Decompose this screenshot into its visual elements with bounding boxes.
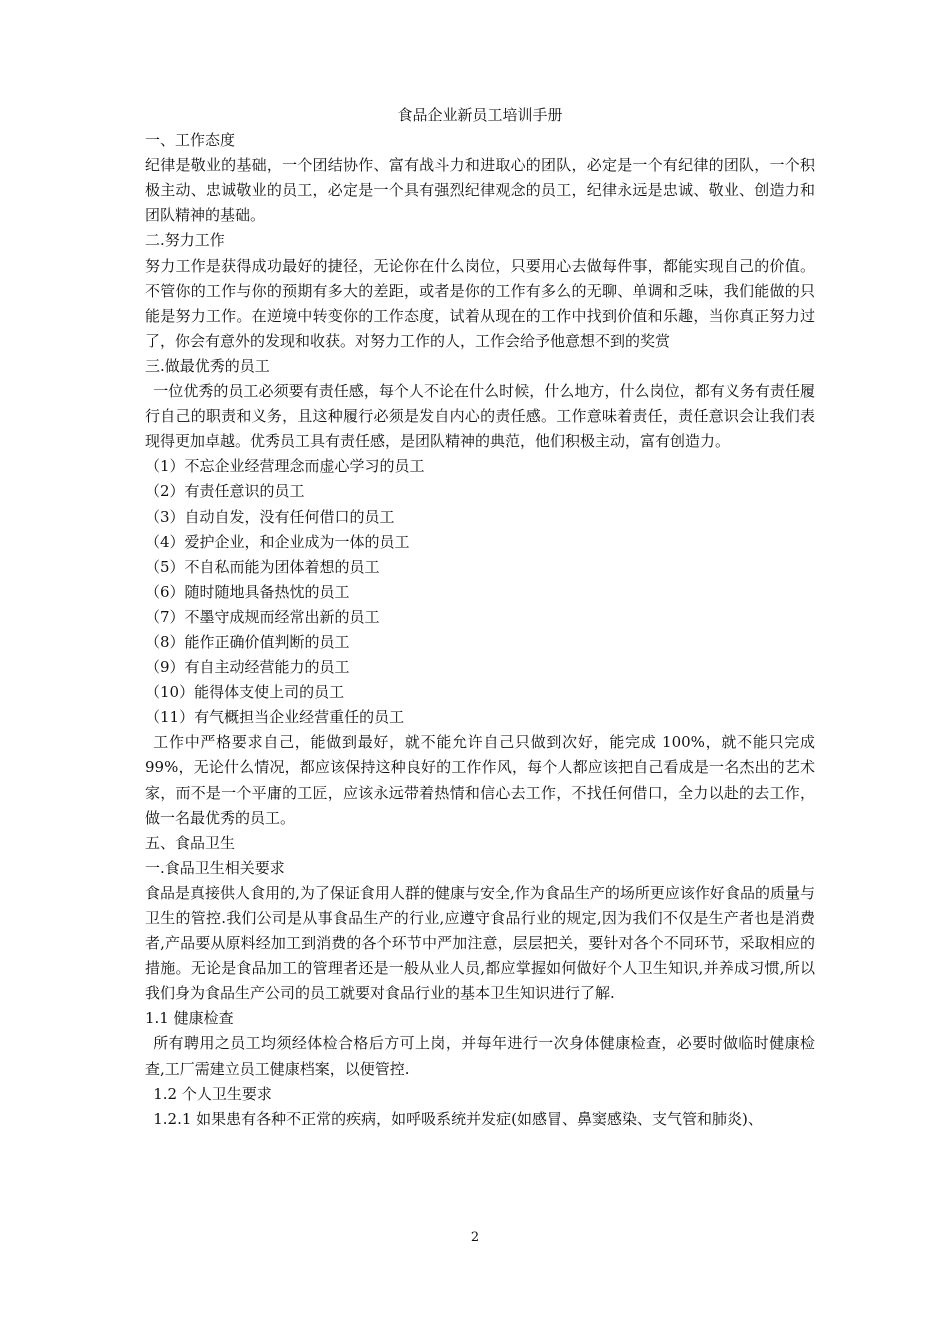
paragraph-food-hygiene: 食品是真接供人食用的,为了保证食用人群的健康与安全,作为食品生产的场所更应该作好食品的质量与卫生的管控.我们公司是从事食品生产的行业,应遵守食品行业的规定,因为我们不仅是生产者也是消费者,产品要从原料经加工到消费的各个环节中严加注意，层层把关，要针对各个不同环节，采取相应的措施。无论是食品加工的管理者还是一般从业人员,都应掌握如何做好个人卫生知识,并养成习惯,所以我们身为食品生产公司的员工就要对食品行业的基本卫生知识进行了解.: [145, 883, 815, 1003]
list-item: （5）不自私而能为团体着想的员工: [145, 557, 380, 576]
section-heading-best-employee: 三.做最优秀的员工: [145, 356, 270, 375]
paragraph-health-check: 所有聘用之员工均须经体检合格后方可上岗，并每年进行一次身体健康检查，必要时做临时健康检查,工厂需建立员工健康档案，以便管控.: [145, 1034, 815, 1078]
list-item: （8）能作正确价值判断的员工: [145, 632, 350, 651]
paragraph-personal-hygiene-item: 1.2.1 如果患有各种不正常的疾病，如呼吸系统并发症(如感冒、鼻窦感染、支气管和肺炎)、: [153, 1109, 763, 1128]
paragraph-closing: 工作中严格要求自己，能做到最好，就不能允许自己只做到次好，能完成 100%，就不能只完成 99%，无论什么情况，都应该保持这种良好的工作作风，每个人都应该把自己看成是一名杰出的艺术家，而不是一个平庸的工匠，应该永远带着热情和信心去工作，不找任何借口，全力以赴的去工作，做一名最优秀的员工。: [145, 733, 815, 827]
document-body: [145, 103, 815, 1132]
list-item: （1）不忘企业经营理念而虚心学习的员工: [145, 457, 425, 476]
list-item: （7）不墨守成规而经常出新的员工: [145, 607, 380, 626]
subheading-health-check: 1.1 健康检查: [145, 1009, 234, 1028]
list-item: （2）有责任意识的员工: [145, 482, 305, 501]
paragraph-responsibility: 一位优秀的员工必须要有责任感，每个人不论在什么时候，什么地方，什么岗位，都有义务有责任履行自己的职责和义务，且这种履行必须是发自内心的责任感。工作意味着责任，责任意识会让我们表现得更加卓越。优秀员工具有责任感，是团队精神的典范，他们积极主动，富有创造力。: [145, 382, 815, 451]
list-item: （9）有自主动经营能力的员工: [145, 658, 350, 677]
document-title: 食品企业新员工培训手册: [397, 106, 563, 124]
subheading-food-hygiene-requirements: 一.食品卫生相关要求: [145, 858, 285, 877]
list-item: （6）随时随地具备热忱的员工: [145, 582, 350, 601]
section-heading-work-attitude: 一、工作态度: [145, 131, 236, 150]
section-heading-work-hard: 二.努力工作: [145, 231, 225, 250]
list-item: （11）有气概担当企业经营重任的员工: [145, 708, 405, 727]
paragraph-discipline: 纪律是敬业的基础，一个团结协作、富有战斗力和进取心的团队，必定是一个有纪律的团队，一个积极主动、忠诚敬业的员工，必定是一个具有强烈纪律观念的员工，纪律永远是忠诚、敬业、创造力和团队精神的基础。: [145, 156, 815, 225]
paragraph-work-hard: 努力工作是获得成功最好的捷径，无论你在什么岗位，只要用心去做每件事，都能实现自己的价值。不管你的工作与你的预期有多大的差距，或者是你的工作有多么的无聊、单调和乏味，我们能做的只能是努力工作。在逆境中转变你的工作态度，试着从现在的工作中找到价值和乐趣，当你真正努力过了，你会有意外的发现和收获。对努力工作的人，工作会给予他意想不到的奖赏: [145, 256, 815, 350]
section-heading-food-hygiene: 五、食品卫生: [145, 833, 236, 852]
list-item: （4）爱护企业，和企业成为一体的员工: [145, 532, 410, 551]
page-number: 2: [470, 1230, 480, 1245]
list-item: （3）自动自发，没有任何借口的员工: [145, 507, 395, 526]
list-item: （10）能得体支使上司的员工: [145, 683, 345, 702]
subheading-personal-hygiene: 1.2 个人卫生要求: [153, 1084, 272, 1103]
